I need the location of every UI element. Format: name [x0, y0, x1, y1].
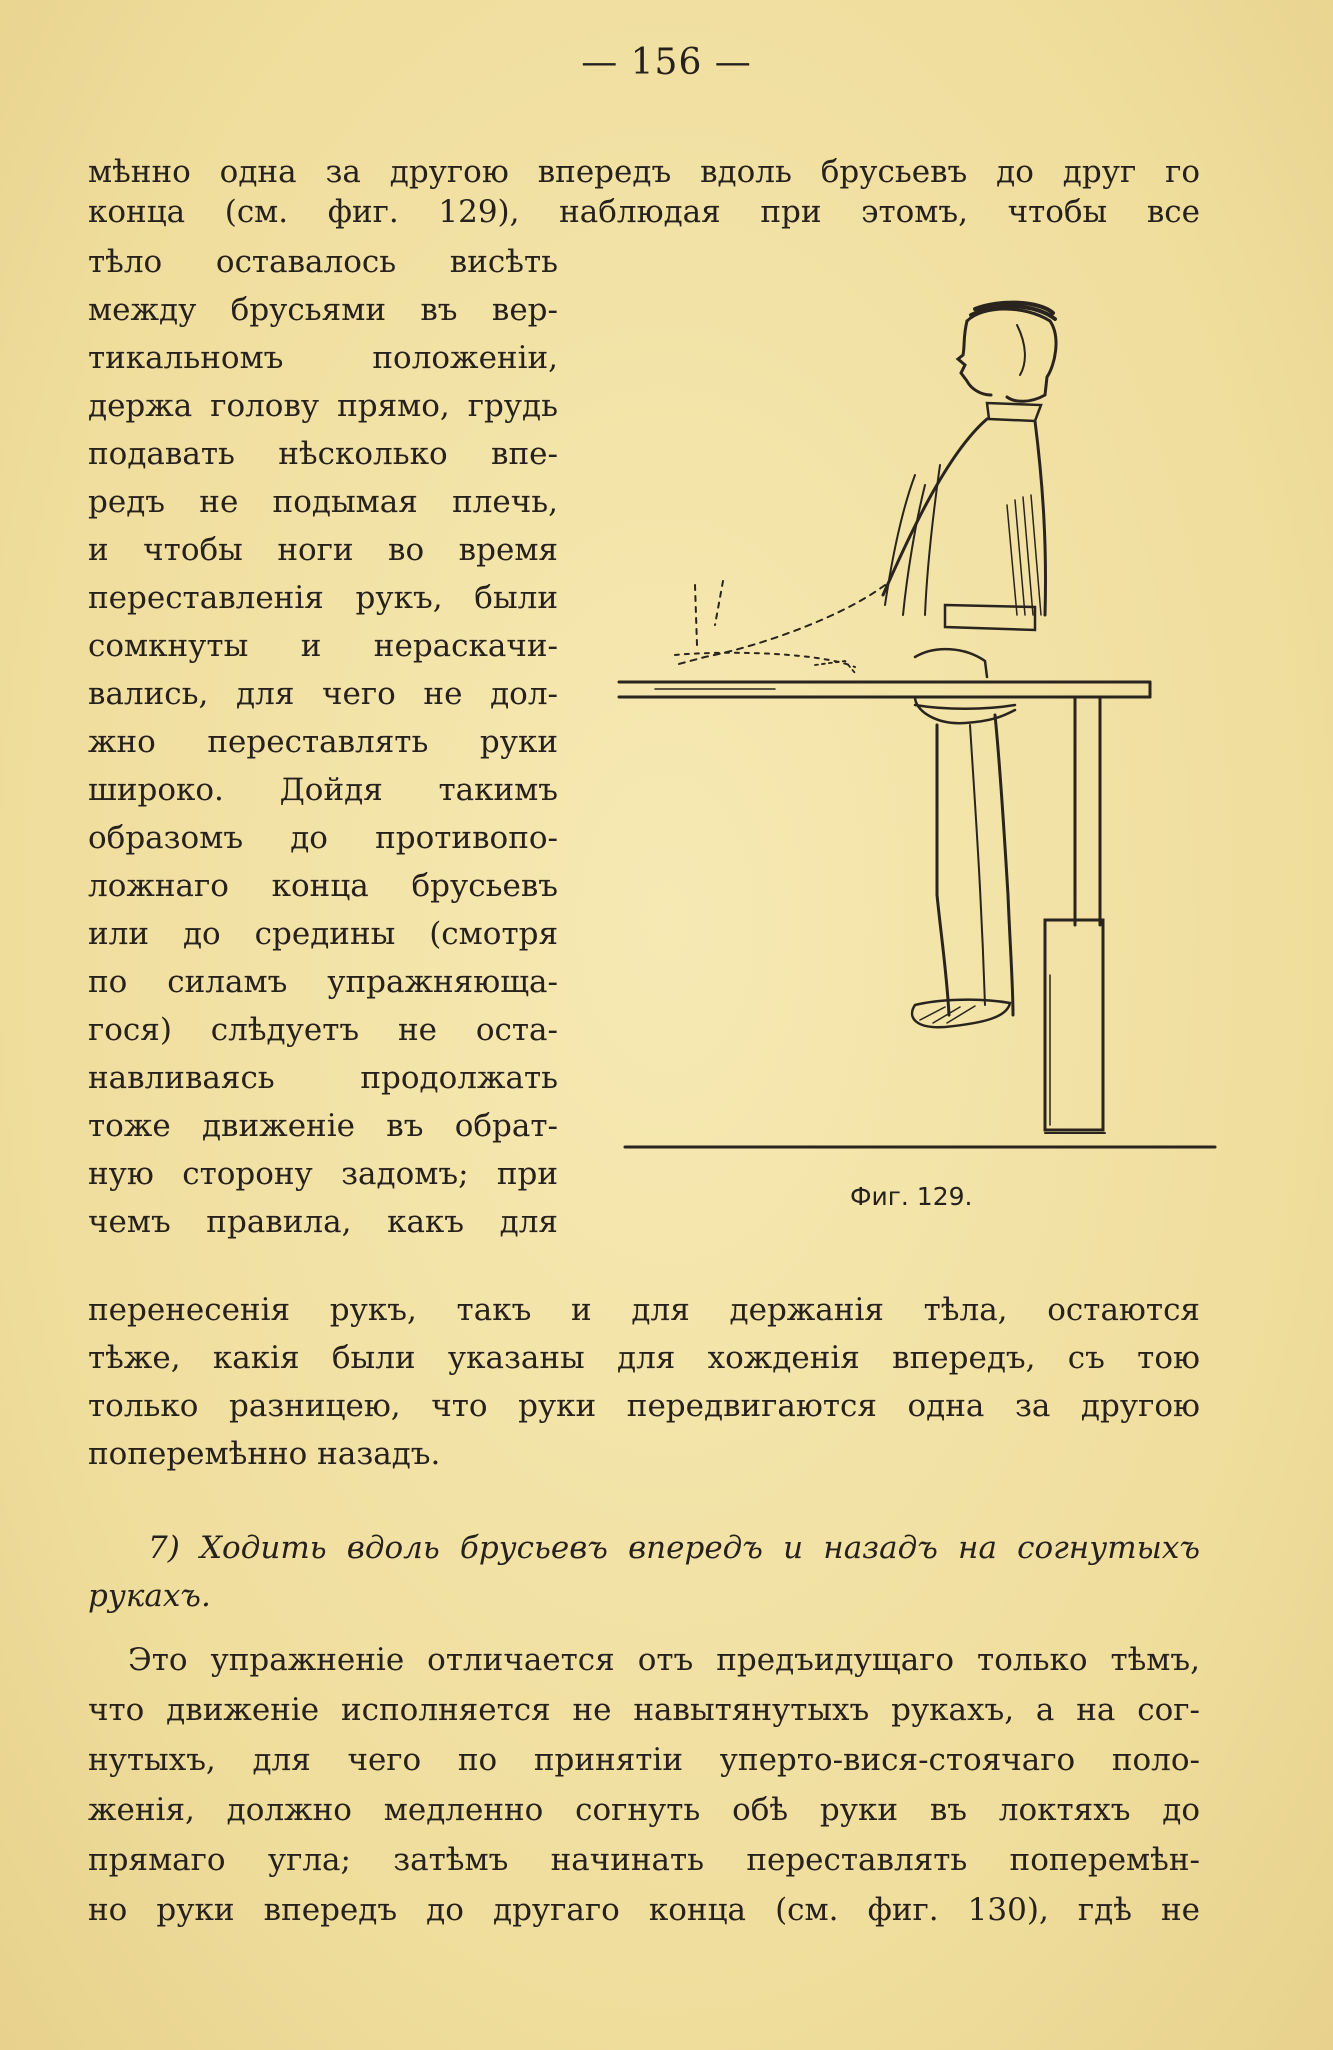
- text-line: или до средины (смотря: [88, 916, 558, 952]
- text-line: гося) слѣдуетъ не оста-: [88, 1012, 558, 1048]
- text-line: и чтобы ноги во время: [88, 532, 558, 568]
- text-line: редъ не подымая плечь,: [88, 484, 558, 520]
- text-line: чемъ правила, какъ для: [88, 1204, 558, 1240]
- text-line: между брусьями въ вер-: [88, 292, 558, 328]
- page-number: — 156 —: [581, 42, 752, 83]
- text-line: навливаясь продолжать: [88, 1060, 558, 1096]
- text-line: тикальномъ положенiи,: [88, 340, 558, 376]
- text-line: тѣло оставалось висѣть: [88, 244, 558, 280]
- text-line: нутыхъ, для чего по принятiи уперто-вися-стоячаго поло-: [88, 1742, 1200, 1778]
- text-line: тоже движенiе въ обрат-: [88, 1108, 558, 1144]
- figure-caption: Фиг. 129.: [850, 1182, 973, 1211]
- text-line: ложнаго конца брусьевъ: [88, 868, 558, 904]
- text-line: переставленiя рукъ, были: [88, 580, 558, 616]
- text-line: по силамъ упражняюща-: [88, 964, 558, 1000]
- text-line: что движенiе исполняется не навытянутыхъ рукахъ, а на сог-: [88, 1692, 1200, 1728]
- gymnast-on-parallel-bars-drawing: [615, 285, 1235, 1185]
- text-line: Это упражненiе отличается отъ предъидущаго только тѣмъ,: [128, 1642, 1200, 1678]
- text-line: держа голову прямо, грудь: [88, 388, 558, 424]
- text-line: прямаго угла; затѣмъ начинать переставлять поперемѣн-: [88, 1842, 1200, 1878]
- section-heading: рукахъ.: [88, 1578, 211, 1614]
- text-line: женiя, должно медленно согнуть обѣ руки въ локтяхъ до: [88, 1792, 1200, 1828]
- text-line: жно переставлять руки: [88, 724, 558, 760]
- text-line: тѣже, какiя были указаны для хожденiя впередъ, съ тою: [88, 1340, 1200, 1376]
- text-line: широко. Дойдя такимъ: [88, 772, 558, 808]
- text-line: только разницею, что руки передвигаются одна за другою: [88, 1388, 1200, 1424]
- text-line: конца (см. фиг. 129), наблюдая при этомъ, чтобы все: [88, 194, 1200, 230]
- text-line: вались, для чего не дол-: [88, 676, 558, 712]
- text-line: подавать нѣсколько впе-: [88, 436, 558, 472]
- figure-129-illustration: [615, 285, 1235, 1185]
- text-line: сомкнуты и нераскачи-: [88, 628, 558, 664]
- text-line: мѣнно одна за другою впередъ вдоль брусьевъ до друг го: [88, 154, 1200, 190]
- text-line: поперемѣнно назадъ.: [88, 1436, 441, 1472]
- text-line: образомъ до противопо-: [88, 820, 558, 856]
- text-line: перенесенiя рукъ, такъ и для держанiя тѣла, остаются: [88, 1292, 1200, 1328]
- section-heading: 7) Ходить вдоль брусьевъ впередъ и назадъ на согнутыхъ: [148, 1530, 1200, 1566]
- text-line: но руки впередъ до другаго конца (см. фиг. 130), гдѣ не: [88, 1892, 1200, 1928]
- text-line: ную сторону задомъ; при: [88, 1156, 558, 1192]
